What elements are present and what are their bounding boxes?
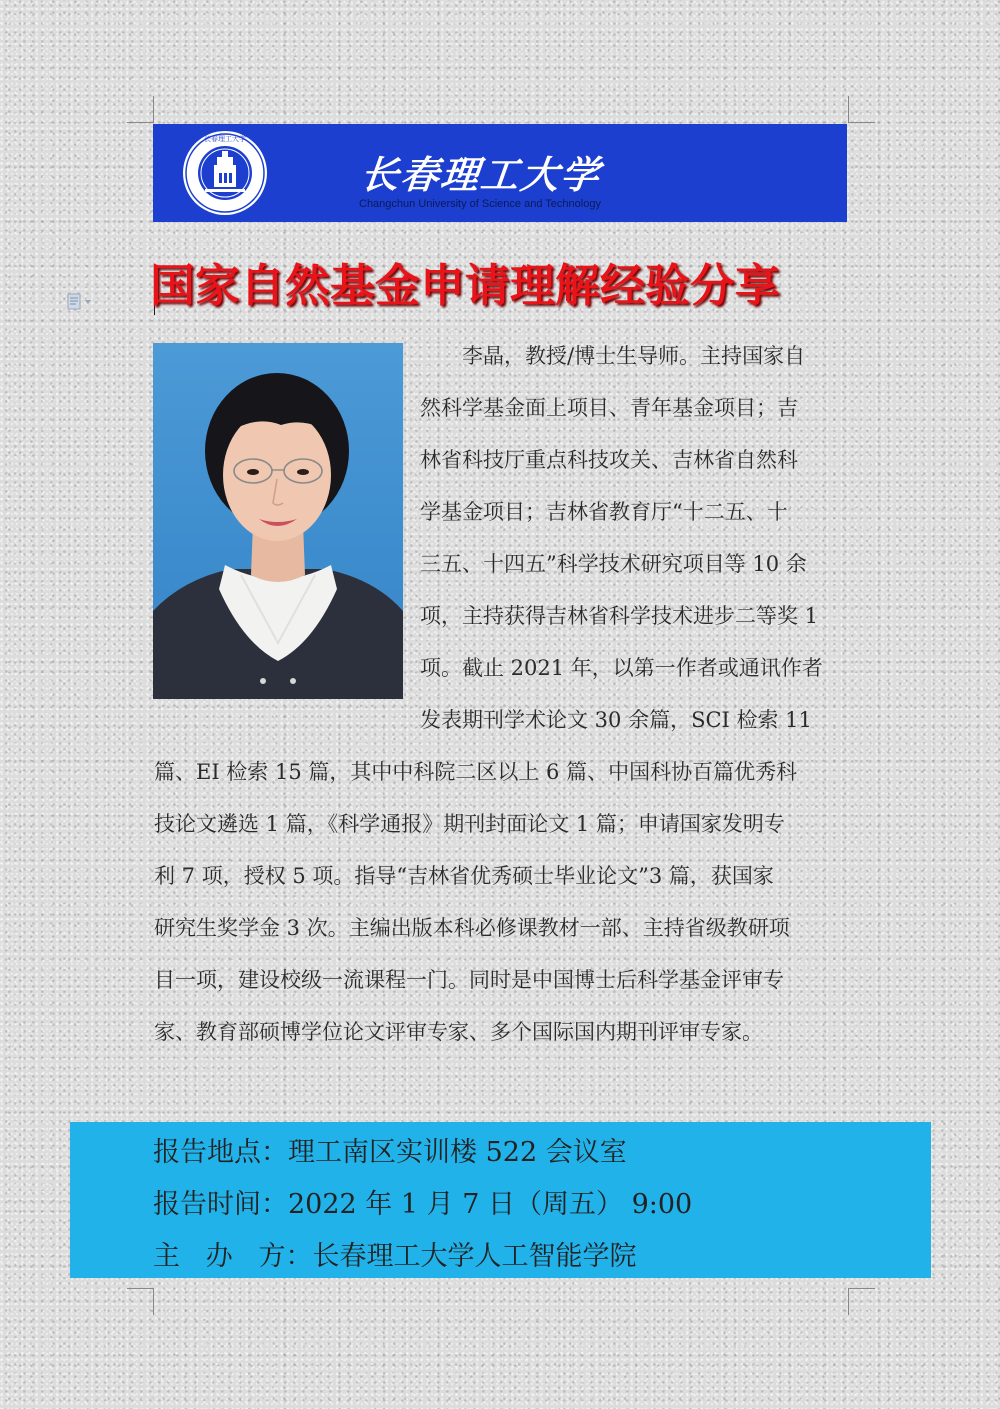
event-time-label: 报告时间： [153,1189,288,1220]
event-time-value: 2022 年 1 月 7 日（周五） 9:00 [288,1189,693,1220]
university-name-english: Changchun University of Science and Technology [359,198,601,210]
event-time [153,1182,692,1221]
event-location-value: 理工南区实训楼 522 会议室 [288,1137,627,1168]
event-host [153,1234,637,1273]
crop-mark-bottom-right [848,1288,875,1315]
bio-line: 研究生奖学金 3 次。主编出版本科必修课教材一部、主持省级教研项 [154,916,790,940]
bio-line: 项，主持获得吉林省科学技术进步二等奖 1 [420,604,819,628]
university-banner [153,124,847,222]
university-seal-logo [167,129,283,217]
paragraph-marker-icon[interactable] [66,292,96,312]
bio-line: 发表期刊学术论文 30 余篇，SCI 检索 11 [420,708,812,732]
bio-line: 项。截止 2021 年，以第一作者或通讯作者 [420,656,823,680]
bio-line: 然科学基金面上项目、青年基金项目；吉 [420,396,798,420]
bio-line: 技论文遴选 1 篇，《科学通报》期刊封面论文 1 篇；申请国家发明专 [154,812,785,836]
event-location-label: 报告地点： [153,1137,288,1168]
university-name: 长春理工大学 [358,152,604,197]
svg-text:长春理工大学: 长春理工大学 [204,135,246,143]
event-host-label: 主 办 方： [153,1241,313,1272]
bio-line: 林省科技厅重点科技攻关、吉林省自然科 [420,448,798,472]
event-info-box [70,1122,931,1278]
crop-mark-top-right [848,96,875,123]
event-host-value: 长春理工大学人工智能学院 [312,1241,637,1272]
bio-line: 三五、十四五”科学技术研究项目等 10 余 [420,552,807,576]
speaker-photo [153,343,403,699]
bio-line: 李晶，教授/博士生导师。主持国家自 [462,344,806,368]
speaker-bio-continued [154,746,848,1058]
event-location [153,1130,627,1169]
crop-mark-bottom-left [127,1288,154,1315]
speaker-bio-intro [420,330,850,746]
crop-mark-top-left [127,96,154,123]
bio-line: 篇、EI 检索 15 篇，其中中科院二区以上 6 篇、中国科协百篇优秀科 [154,760,798,784]
bio-line: 利 7 项，授权 5 项。指导“吉林省优秀硕士毕业论文”3 篇，获国家 [154,864,774,888]
bio-line: 家、教育部硕博学位论文评审专家、多个国际国内期刊评审专家。 [154,1020,763,1044]
bio-line: 目一项，建设校级一流课程一门。同时是中国博士后科学基金评审专 [154,968,784,992]
page-title: 国家自然基金申请理解经验分享 [150,259,781,312]
bio-line: 学基金项目；吉林省教育厅“十二五、十 [420,500,788,524]
